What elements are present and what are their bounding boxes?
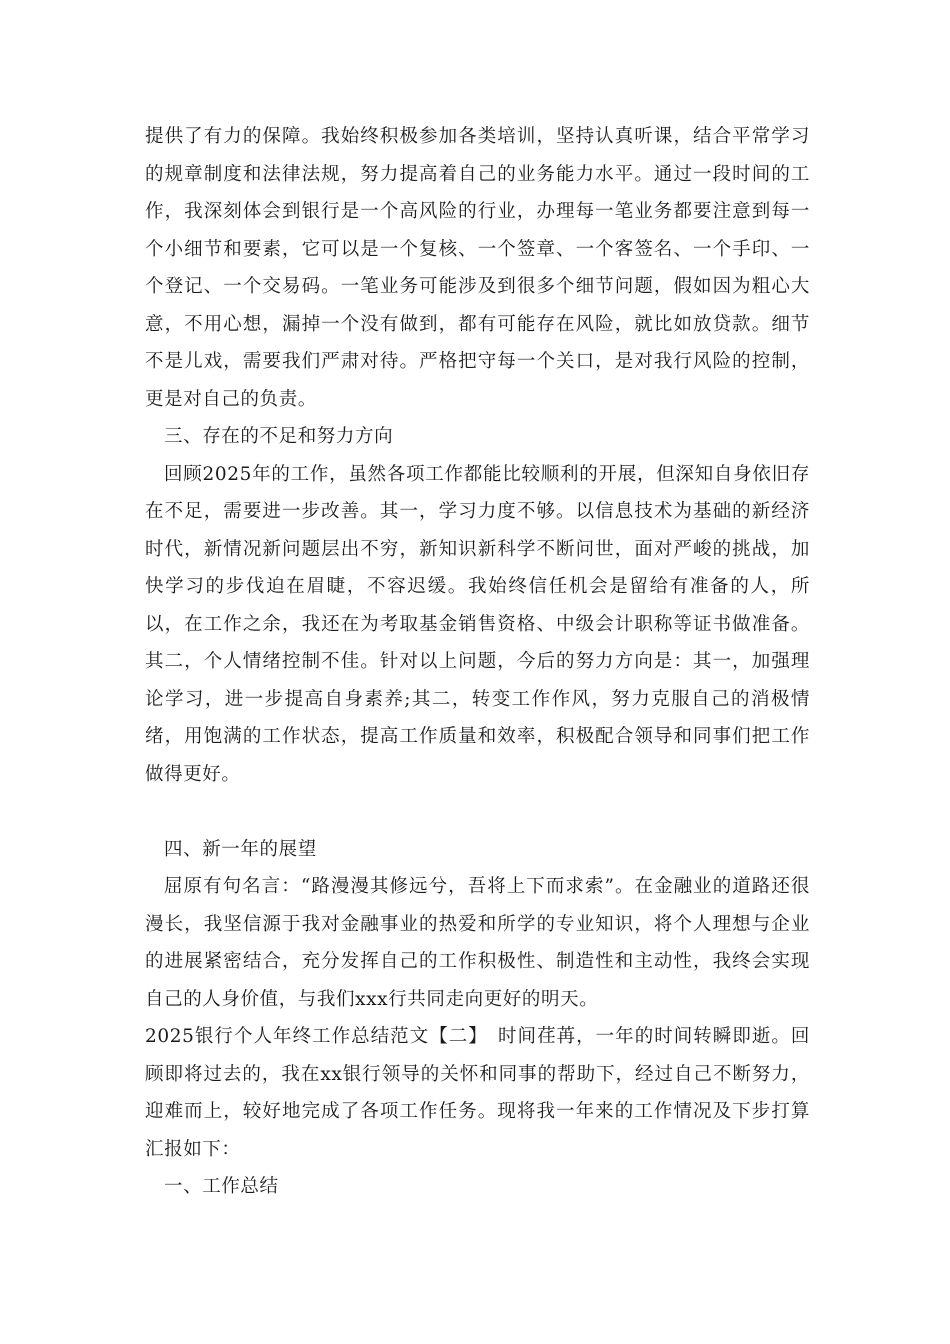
document-body (145, 118, 810, 1206)
section-heading-work-summary: 一、工作总结 (164, 1176, 279, 1197)
paragraph-review: 回顾2025年的工作，虽然各项工作都能比较顺利的开展，但深知自身依旧存在不足，需要进一步改善。其一，学习力度不够。以信息技术为基础的新经济时代，新情况新问题层出不穷，新知识新科学不断问世，面对严峻的挑战，加快学习的步伐迫在眉睫，不容迟缓。我始终信任机会是留给有准备的人，所以，在工作之余，我还在为考取基金销售资格、中级会计职称等证书做准备。其二，个人情绪控制不佳。针对以上问题，今后的努力方向是：其一，加强理论学习，进一步提高自身素养;其二，转变工作作风，努力克服自己的消极情绪，用饱满的工作状态，提高工作质量和效率，积极配合领导和同事们把工作做得更好。 (145, 463, 810, 785)
blank-line (145, 793, 810, 831)
section-heading-outlook: 四、新一年的展望 (164, 838, 317, 860)
section-heading-shortcomings: 三、存在的不足和努力方向 (164, 426, 394, 447)
paragraph-outlook: 屈原有句名言：“路漫漫其修远兮，吾将上下而求索”。在金融业的道路还很漫长，我坚信源于我对金融事业的热爱和所学的专业知识，将个人理想与企业的进展紧密结合，充分发挥自己的工作积极性、制造性和主动性，我终会实现自己的人身价值，与我们xxx行共同走向更好的明天。 (145, 876, 810, 1010)
paragraph-safeguard: 提供了有力的保障。我始终积极参加各类培训，坚持认真听课，结合平常学习的规章制度和法律法规，努力提高着自己的业务能力水平。通过一段时间的工作，我深刻体会到银行是一个高风险的行业，办理每一笔业务都要注意到每一个小细节和要素，它可以是一个复核、一个签章、一个客签名、一个手印、一个登记、一个交易码。一笔业务可能涉及到很多个细节问题，假如因为粗心大意，不用心想，漏掉一个没有做到，都有可能存在风险，就比如放贷款。细节不是儿戏，需要我们严肃对待。严格把守每一个关口，是对我行风险的控制，更是对自己的负责。 (145, 126, 810, 410)
paragraph-second-sample: 2025银行个人年终工作总结范文【二】 时间荏苒，一年的时间转瞬即逝。回顾即将过去的，我在xx银行领导的关怀和同事的帮助下，经过自己不断努力，迎难而上，较好地完成了各项工作任务。现将我一年来的工作情况及下步打算汇报如下： (145, 1026, 810, 1160)
